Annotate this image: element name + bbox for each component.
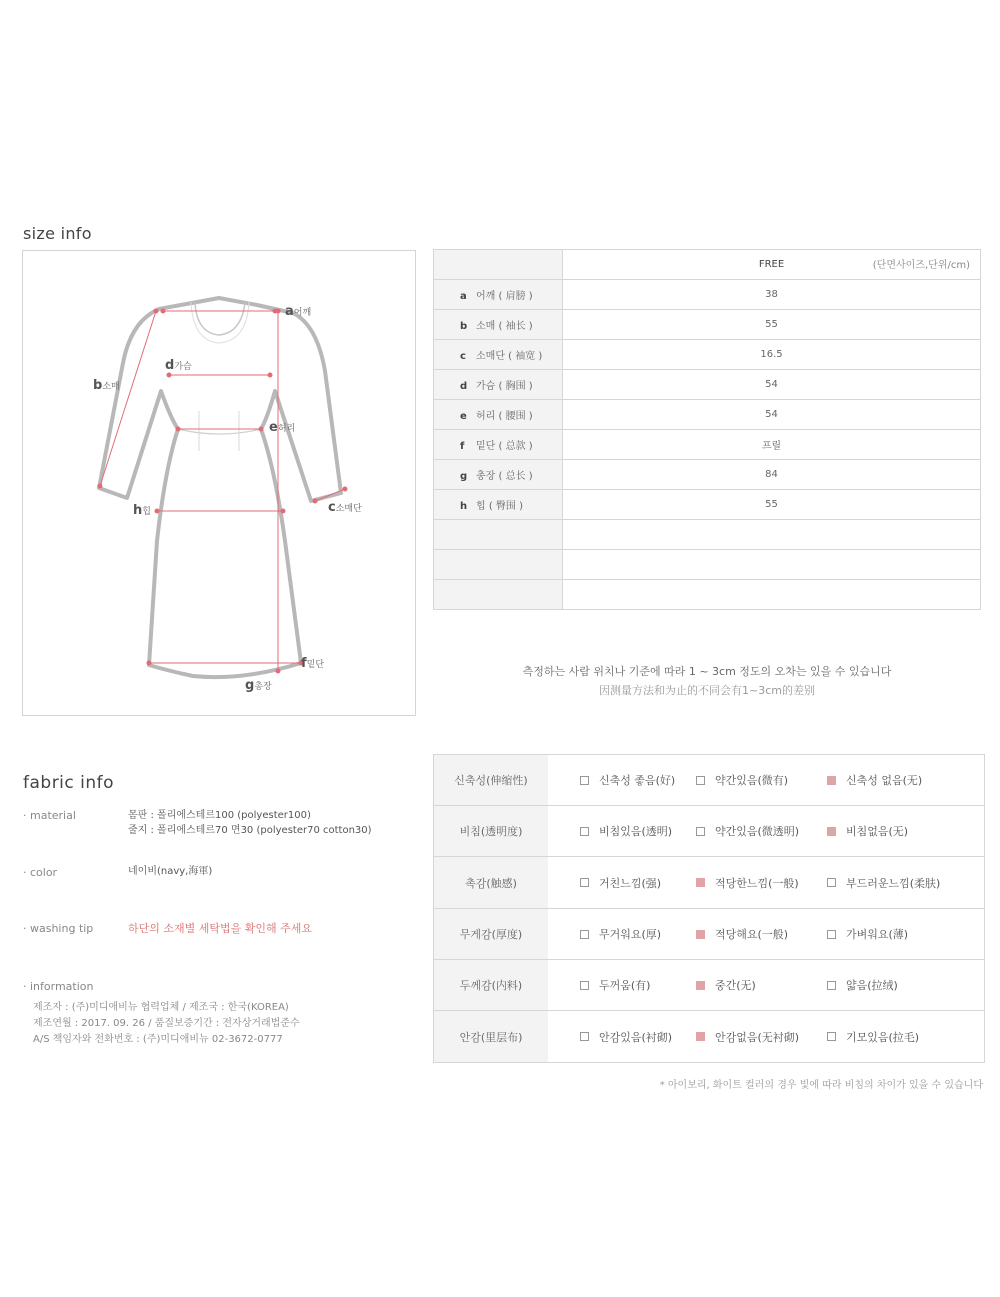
checked-box-icon: [827, 776, 836, 785]
option-label: 기모있음(拉毛): [846, 1030, 920, 1044]
row-label: 힙 ( 臀围 ): [476, 501, 523, 512]
table-row-empty: [434, 550, 981, 580]
garment-diagram: [22, 250, 416, 716]
option-label: 약간있음(微有): [715, 774, 789, 787]
row-label: 밑단 ( 总款 ): [476, 441, 533, 452]
option-label: 가벼워요(薄): [846, 928, 909, 941]
option-label: 약간있음(微透明): [715, 825, 800, 838]
property-option: [696, 909, 788, 959]
property-name: 촉감(触感): [434, 857, 548, 908]
row-value: 54: [563, 400, 981, 430]
fabric-property-row: [434, 909, 984, 960]
unchecked-box-icon: [827, 1032, 836, 1041]
fabric-property-row: [434, 960, 984, 1011]
checked-box-icon: [827, 827, 836, 836]
information-line: 제조연월 : 2017. 09. 26 / 품질보증기간 : 전자상거래법준수: [33, 1018, 300, 1029]
fabric-footnote: * 아이보리, 화이트 컬러의 경우 빛에 따라 비침의 차이가 있을 수 있습니다: [659, 1080, 983, 1091]
size-table-header: [434, 250, 981, 280]
checked-box-icon: [696, 878, 705, 887]
property-option: [827, 806, 908, 856]
row-letter: c: [460, 351, 466, 362]
label-d: d가슴: [165, 358, 192, 373]
unchecked-box-icon: [827, 981, 836, 990]
row-value: 프릴: [563, 430, 981, 460]
option-label: 얇음(拉绒): [846, 979, 898, 992]
row-value: 55: [563, 310, 981, 340]
label-e: e허리: [269, 420, 296, 435]
option-label: 무거워요(厚): [599, 928, 662, 941]
property-name: 안감(里层布): [434, 1011, 548, 1062]
unchecked-box-icon: [827, 878, 836, 887]
size-info-heading: size info: [23, 224, 92, 243]
unchecked-box-icon: [580, 776, 589, 785]
row-label: 소매단 ( 袖宽 ): [476, 351, 543, 362]
row-letter: f: [460, 441, 465, 452]
table-row: [434, 400, 981, 430]
dress-outline: [99, 298, 341, 677]
dress-illustration: [23, 251, 415, 715]
unchecked-box-icon: [580, 981, 589, 990]
checked-box-icon: [696, 981, 705, 990]
row-label: 가슴 ( 胸围 ): [476, 381, 533, 392]
row-letter: h: [460, 501, 468, 512]
table-row: [434, 370, 981, 400]
label-a: a어깨: [285, 304, 312, 319]
row-letter: g: [460, 471, 468, 482]
property-option: [827, 755, 922, 805]
row-value: 84: [563, 460, 981, 490]
table-row: [434, 340, 981, 370]
option-label: 부드러운느낌(柔肤): [846, 876, 941, 890]
unchecked-box-icon: [580, 1032, 589, 1041]
information-text: [33, 1000, 300, 1048]
property-option: [580, 755, 675, 805]
checked-box-icon: [696, 930, 705, 939]
unchecked-box-icon: [580, 930, 589, 939]
row-value: 55: [563, 490, 981, 520]
label-c: c소매단: [328, 500, 362, 515]
property-option: [580, 806, 672, 856]
fabric-info-heading: fabric info: [23, 773, 115, 793]
label-b: b소매: [93, 378, 120, 393]
option-label: 중간(无): [715, 979, 756, 992]
option-label: 비침있음(透明): [599, 825, 673, 838]
row-value: 16.5: [563, 340, 981, 370]
table-row: [434, 280, 981, 310]
property-option: [827, 960, 898, 1010]
fabric-property-table: [433, 754, 985, 1063]
row-value: 54: [563, 370, 981, 400]
property-option: [580, 1011, 672, 1062]
table-row: [434, 430, 981, 460]
color-value: 네이비(navy,海軍): [128, 866, 213, 877]
property-option: [696, 806, 799, 856]
property-option: [827, 1011, 919, 1062]
label-h: h힙: [133, 503, 151, 518]
option-label: 거친느낌(强): [599, 876, 662, 890]
table-row: [434, 310, 981, 340]
fabric-property-row: [434, 1011, 984, 1063]
option-label: 적당한느낌(一般): [715, 876, 799, 890]
information-line: 제조자 : (주)미디애비뉴 협력업체 / 제조국 : 한국(KOREA): [33, 1002, 289, 1013]
washing-tip-value: 하단의 소재별 세탁법을 확인해 주세요: [128, 922, 313, 935]
property-name: 두께감(内料): [434, 960, 548, 1010]
row-letter: d: [460, 381, 468, 392]
row-label: 어깨 ( 肩膀 ): [476, 291, 533, 302]
option-label: 비침없음(无): [846, 825, 909, 838]
option-label: 안감없음(无衬砌): [715, 1030, 800, 1044]
unchecked-box-icon: [827, 930, 836, 939]
material-value: [128, 808, 372, 838]
information-label: · information: [23, 980, 94, 993]
property-option: [827, 909, 908, 959]
size-name: FREE: [758, 259, 785, 270]
option-label: 적당해요(一般): [715, 928, 789, 941]
property-option: [696, 960, 756, 1010]
row-value: 38: [563, 280, 981, 310]
material-line: 몸판 : 폴리에스테르100 (polyester100): [128, 810, 311, 821]
property-option: [580, 909, 661, 959]
table-row: [434, 460, 981, 490]
label-f: f밑단: [301, 656, 325, 671]
row-label: 허리 ( 腰围 ): [476, 411, 533, 422]
fabric-property-row: [434, 857, 984, 909]
row-label: 총장 ( 总长 ): [476, 471, 533, 482]
property-option: [696, 1011, 799, 1062]
property-option: [827, 857, 940, 908]
property-option: [580, 857, 661, 908]
table-row-empty: [434, 580, 981, 610]
material-line: 줄지 : 폴리에스테르70 면30 (polyester70 cotton30): [128, 825, 372, 836]
property-option: [580, 960, 650, 1010]
unchecked-box-icon: [696, 827, 705, 836]
property-name: 무게감(厚度): [434, 909, 548, 959]
measurement-note-cn: 因测量方法和为止的不同会有1~3cm的差别: [599, 684, 815, 697]
option-label: 두꺼움(有): [599, 979, 651, 992]
checked-box-icon: [696, 1032, 705, 1041]
property-option: [696, 755, 788, 805]
material-label: · material: [23, 809, 76, 822]
unchecked-box-icon: [580, 827, 589, 836]
fabric-property-row: [434, 755, 984, 806]
row-letter: e: [460, 411, 467, 422]
property-option: [696, 857, 799, 908]
unchecked-box-icon: [696, 776, 705, 785]
row-letter: a: [460, 291, 467, 302]
table-row-empty: [434, 520, 981, 550]
property-name: 비침(透明度): [434, 806, 548, 856]
label-g: g총장: [245, 678, 272, 693]
property-name: 신축성(伸缩性): [434, 755, 548, 805]
information-line: A/S 책임자와 전화번호 : (주)미디애비뉴 02-3672-0777: [33, 1034, 283, 1045]
table-row: [434, 490, 981, 520]
size-table: [433, 249, 981, 610]
unchecked-box-icon: [580, 878, 589, 887]
color-label: · color: [23, 866, 58, 879]
option-label: 신축성 좋음(好): [599, 774, 676, 787]
measurement-note-ko: 측정하는 사람 위치나 기준에 따라 1 ~ 3cm 정도의 오차는 있을 수 있습니다: [522, 665, 892, 678]
option-label: 안감있음(衬砌): [599, 1030, 673, 1044]
washing-tip-label: · washing tip: [23, 922, 94, 935]
unit-note: (단면사이즈,단위/cm): [872, 260, 970, 271]
row-label: 소매 ( 袖长 ): [476, 321, 533, 332]
row-letter: b: [460, 321, 468, 332]
fabric-property-row: [434, 806, 984, 857]
option-label: 신축성 없음(无): [846, 774, 923, 787]
